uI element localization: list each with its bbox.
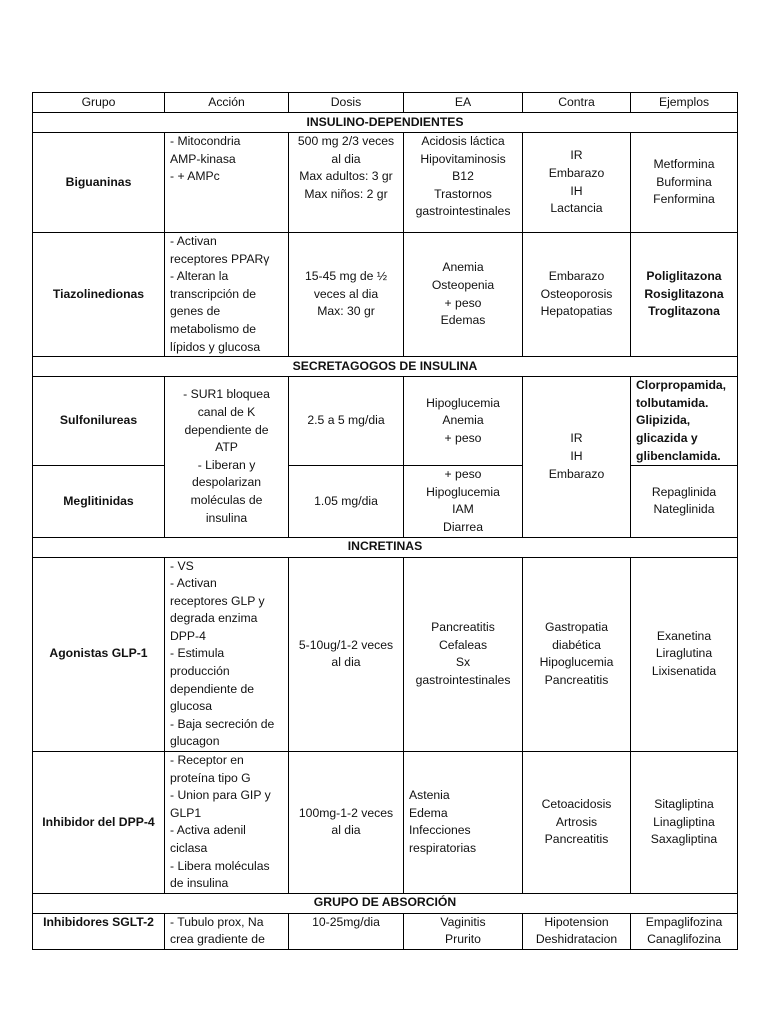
cell-line: Embarazo (548, 466, 605, 481)
ea-cell (404, 233, 523, 357)
ea-cell (404, 466, 523, 537)
cell-line: - Activan (170, 576, 217, 591)
contra-cell (523, 233, 631, 357)
cell-line: Edemas (440, 313, 486, 328)
cell-line: Astenia (409, 788, 450, 803)
ejemplos-cell (631, 377, 738, 466)
grupo-sglt2: Inhibidores SGLT-2 (33, 913, 165, 949)
cell-line: + peso (444, 467, 482, 482)
cell-line: Embarazo (548, 165, 605, 180)
cell-line: 100mg-1-2 veces (298, 805, 394, 820)
accion-cell (165, 133, 289, 233)
cell-line: IR (570, 431, 583, 446)
cell-line: Hepatopatias (540, 304, 613, 319)
cell-line: Pancreatitis (544, 672, 609, 687)
cell-line: Infecciones (409, 823, 471, 838)
cell-line: - VS (170, 558, 194, 573)
dosis-cell (289, 377, 404, 466)
table-row-sglt2 (33, 913, 738, 949)
ea-cell (404, 557, 523, 752)
cell-line: Linagliptina (653, 814, 715, 829)
cell-line: Gastropatia (544, 620, 608, 635)
cell-line: Lixisenatida (651, 664, 717, 679)
cell-line: glicazida y (636, 430, 698, 445)
cell-line: B12 (452, 169, 474, 184)
cell-line: - Union para GIP y (170, 788, 271, 803)
cell-line: 1.05 mg/dia (314, 493, 378, 508)
section-row (33, 113, 738, 133)
cell-line: al dia (331, 151, 361, 166)
table-row-dpp4 (33, 752, 738, 894)
cell-line: Canaglifozina (647, 932, 721, 947)
cell-line: dependiente de (170, 681, 255, 696)
drug-table (32, 92, 738, 950)
cell-line: Max: 30 gr (317, 304, 375, 319)
cell-line: - Baja secreción de (170, 716, 275, 731)
cell-line: insulina (205, 510, 248, 525)
cell-line: Sx (455, 655, 471, 670)
section-secretagogos-title: SECRETAGOGOS DE INSULINA (33, 357, 738, 377)
table-row-glp1 (33, 557, 738, 752)
section-absorcion-title: GRUPO DE ABSORCIÓN (33, 893, 738, 913)
dosis-cell (289, 233, 404, 357)
cell-line: Buformina (656, 174, 712, 189)
accion-cell (165, 913, 289, 949)
cell-line: - Estimula (170, 646, 225, 661)
cell-line: crea gradiente de (170, 932, 265, 947)
cell-line: 15-45 mg de ½ (305, 269, 387, 284)
section-row (33, 893, 738, 913)
cell-line: Hipotension (544, 914, 609, 929)
cell-line: glibenclamida. (636, 448, 721, 463)
accion-cell (165, 752, 289, 894)
cell-line: al dia (331, 655, 361, 670)
cell-line: ATP (215, 440, 238, 455)
ejemplos-cell (631, 233, 738, 357)
grupo-biguaninas: Biguaninas (33, 133, 165, 233)
cell-line: 2.5 a 5 mg/dia (307, 413, 385, 428)
ejemplos-cell (631, 133, 738, 233)
header-accion: Acción (165, 93, 289, 113)
table-row-meglitinidas (33, 466, 738, 537)
cell-line: Edema (409, 805, 448, 820)
cell-line: IR (570, 148, 583, 163)
cell-line: dependiente de (184, 422, 269, 437)
cell-line: Saxagliptina (650, 832, 718, 847)
cell-line: Hipovitaminosis (420, 151, 506, 166)
section-row (33, 357, 738, 377)
header-ea: EA (404, 93, 523, 113)
cell-line: Fenformina (653, 192, 715, 207)
cell-line: veces al dia (313, 286, 379, 301)
cell-line: Max niños: 2 gr (304, 186, 388, 201)
cell-line: Prurito (445, 932, 481, 947)
accion-cell (165, 557, 289, 752)
cell-line: Poliglitazona (646, 269, 722, 284)
accion-cell (165, 233, 289, 357)
cell-line: - Activan (170, 234, 217, 248)
cell-line: + peso (444, 295, 482, 310)
cell-line: Liraglutina (655, 646, 713, 661)
cell-line: receptores PPARγ (170, 251, 270, 266)
cell-line: transcripción de (170, 286, 257, 301)
cell-line: metabolismo de (170, 321, 257, 336)
cell-line: IAM (452, 502, 474, 517)
cell-line: 500 mg 2/3 veces (297, 134, 395, 148)
cell-line: - Libera moléculas (170, 858, 270, 873)
section-incretinas-title: INCRETINAS (33, 537, 738, 557)
cell-line: Hipoglucemia (426, 484, 500, 499)
cell-line: Rosiglitazona (644, 286, 724, 301)
grupo-dpp4: Inhibidor del DPP-4 (33, 752, 165, 894)
dosis-cell (289, 557, 404, 752)
cell-line: moléculas de (190, 493, 263, 508)
cell-line: producción (170, 664, 230, 679)
cell-line: tolbutamida. (636, 395, 709, 410)
cell-line: Diarrea (443, 519, 483, 534)
header-dosis: Dosis (289, 93, 404, 113)
ea-cell (404, 752, 523, 894)
cell-line: - + AMPc (170, 169, 220, 184)
contra-cell (523, 557, 631, 752)
cell-line: proteína tipo G (170, 770, 251, 785)
cell-line: Troglitazona (648, 304, 720, 319)
cell-line: de insulina (170, 876, 229, 891)
grupo-glp1: Agonistas GLP-1 (33, 557, 165, 752)
ea-cell (404, 133, 523, 233)
cell-line: Nateglinida (653, 502, 715, 517)
dosis-cell (289, 466, 404, 537)
ejemplos-cell (631, 557, 738, 752)
ea-cell (404, 377, 523, 466)
cell-line: IH (570, 449, 583, 464)
cell-line: Anemia (442, 413, 484, 428)
cell-line: Clorpropamida, (636, 378, 727, 393)
dosis-cell (289, 752, 404, 894)
dosis-cell (289, 133, 404, 233)
cell-line: Repaglinida (651, 484, 717, 499)
cell-line: Lactancia (550, 201, 603, 216)
header-row (33, 93, 738, 113)
cell-line: GLP1 (170, 805, 202, 820)
section-row (33, 537, 738, 557)
cell-line: Cetoacidosis (541, 797, 612, 812)
cell-line: Anemia (442, 260, 484, 275)
cell-line: genes de (170, 304, 221, 319)
cell-line: despolarizan (191, 475, 262, 490)
cell-line: gastrointestinales (415, 672, 511, 687)
cell-line: Hipoglucemia (539, 655, 614, 670)
table-row-sulfonilureas (33, 377, 738, 466)
cell-line: AMP-kinasa (170, 151, 236, 166)
cell-line: gastrointestinales (415, 204, 511, 219)
cell-line: ciclasa (170, 841, 208, 855)
cell-line: Osteoporosis (540, 286, 613, 301)
cell-line: Glipizida, (636, 413, 691, 428)
section-insulino-title: INSULINO-DEPENDIENTES (33, 113, 738, 133)
contra-cell (523, 133, 631, 233)
cell-line: Embarazo (548, 269, 605, 284)
cell-line: Cefaleas (438, 637, 488, 652)
cell-line: Hipoglucemia (426, 395, 500, 410)
cell-line: - Mitocondria (170, 134, 241, 148)
cell-line: Sitagliptina (654, 797, 714, 812)
cell-line: - Tubulo prox, Na (170, 914, 264, 929)
dosis-cell (289, 913, 404, 949)
cell-line: - Activa adenil (170, 823, 246, 838)
accion-cell-secretagogos (165, 377, 289, 537)
ejemplos-cell (631, 752, 738, 894)
cell-line: - Receptor en (170, 753, 244, 768)
table-row-biguaninas (33, 133, 738, 233)
cell-line: Metformina (653, 157, 715, 172)
cell-line: receptores GLP y (170, 593, 265, 608)
table-row-tiazolinedionas (33, 233, 738, 357)
cell-line: IH (570, 183, 583, 198)
contra-cell (523, 752, 631, 894)
cell-line: Artrosis (555, 814, 598, 829)
ejemplos-cell (631, 913, 738, 949)
cell-line: - Liberan y (197, 457, 256, 472)
contra-cell-secretagogos (523, 377, 631, 537)
cell-line: Acidosis láctica (421, 134, 505, 148)
cell-line: glucosa (170, 699, 213, 714)
cell-line: Trastornos (434, 186, 492, 201)
grupo-tiazolinedionas: Tiazolinedionas (33, 233, 165, 357)
cell-line: Deshidratacion (535, 932, 618, 947)
cell-line: - SUR1 bloquea (183, 387, 270, 402)
cell-line: 10-25mg/dia (312, 914, 380, 929)
cell-line: respiratorias (409, 841, 477, 855)
cell-line: diabética (552, 637, 601, 652)
contra-cell (523, 913, 631, 949)
header-grupo: Grupo (33, 93, 165, 113)
header-contra: Contra (523, 93, 631, 113)
cell-line: al dia (331, 823, 361, 838)
header-ejemplos: Ejemplos (631, 93, 738, 113)
cell-line: Empaglifozina (645, 914, 723, 929)
ea-cell (404, 913, 523, 949)
cell-line: DPP-4 (170, 628, 206, 643)
cell-line: Osteopenia (431, 277, 495, 292)
cell-line: degrada enzima (170, 611, 258, 626)
grupo-sulfonilureas: Sulfonilureas (33, 377, 165, 466)
cell-line: 5-10ug/1-2 veces (298, 637, 394, 652)
cell-line: - Alteran la (170, 269, 229, 284)
grupo-meglitinidas: Meglitinidas (33, 466, 165, 537)
cell-line: Pancreatitis (544, 832, 609, 847)
ejemplos-cell (631, 466, 738, 537)
cell-line: canal de K (197, 405, 256, 420)
cell-line: glucagon (170, 734, 220, 749)
cell-line: Max adultos: 3 gr (299, 169, 393, 184)
cell-line: lípidos y glucosa (170, 339, 261, 354)
cell-line: + peso (444, 430, 482, 445)
cell-line: Vaginitis (440, 914, 486, 929)
cell-line: Pancreatitis (431, 620, 495, 635)
cell-line: Exanetina (656, 628, 712, 643)
